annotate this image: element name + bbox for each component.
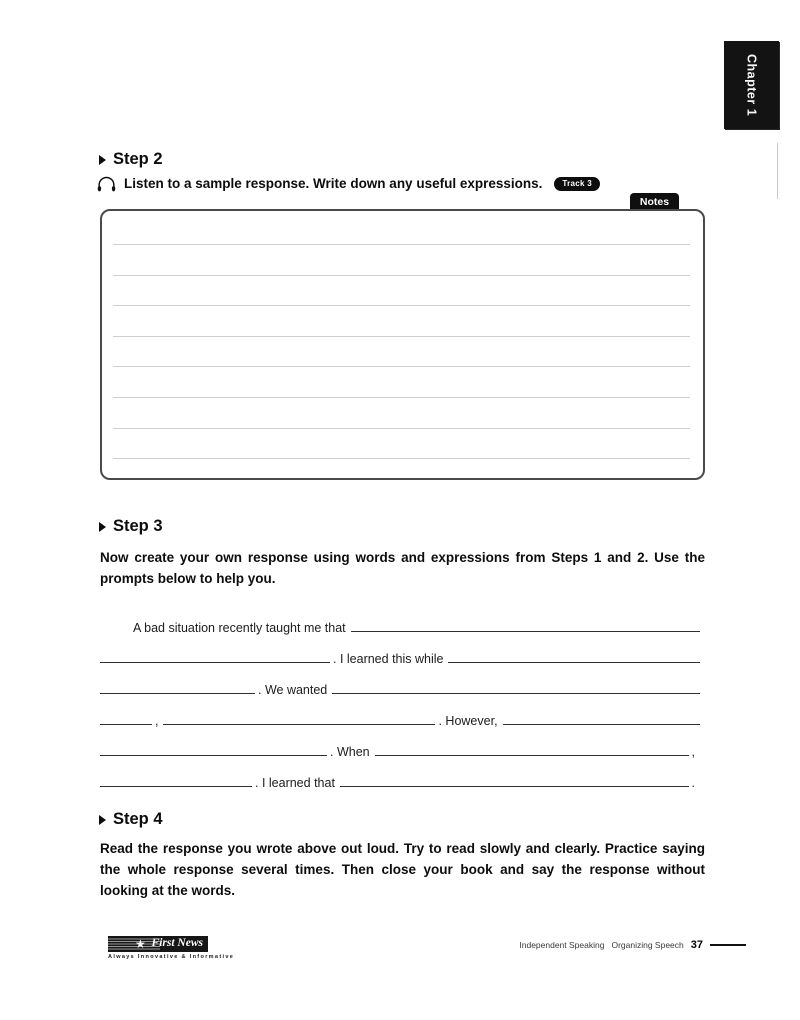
step-arrow-icon <box>99 155 106 165</box>
prompt-blank <box>503 724 700 725</box>
notes-ruled-line <box>113 366 690 367</box>
step-arrow-icon <box>99 522 106 532</box>
page-footer <box>519 939 746 951</box>
notes-ruled-line <box>113 458 690 459</box>
publisher-name: First News <box>151 937 203 949</box>
chapter-tab-label: Chapter 1 <box>744 53 759 117</box>
prompt-blank <box>351 631 700 632</box>
footer-rule <box>710 944 746 946</box>
prompt-blank <box>163 724 435 725</box>
prompt-blank <box>100 693 255 694</box>
prompt-blank <box>100 755 327 756</box>
prompt-blank <box>100 662 330 663</box>
step2-instruction: Listen to a sample response. Write down any useful expressions. <box>124 176 543 191</box>
step3-instruction: Now create your own response using words and expressions from Steps 1 and 2. Use the prompts below to help you. <box>100 550 705 586</box>
prompt-blank <box>375 755 689 756</box>
prompt-line <box>100 635 700 666</box>
step3-heading <box>99 517 163 536</box>
track-badge: Track 3 <box>554 177 600 191</box>
footer-section: Independent Speaking <box>519 940 605 950</box>
prompt-text: . I learned that <box>255 776 335 790</box>
notes-ruled-line <box>113 397 690 398</box>
step2-heading <box>99 150 163 169</box>
publisher-logo <box>108 936 208 952</box>
notes-tab-label: Notes <box>639 195 670 208</box>
footer-subsection: Organizing Speech <box>611 940 684 950</box>
notes-ruled-line <box>113 275 690 276</box>
notes-ruled-line <box>113 428 690 429</box>
step4-title: Step 4 <box>113 810 163 828</box>
notes-box <box>100 209 705 480</box>
headphones-icon <box>96 174 117 193</box>
prompt-text: , <box>691 745 695 759</box>
prompt-text: A bad situation recently taught me that <box>133 621 346 635</box>
prompt-text: . However, <box>438 714 498 728</box>
notes-tab <box>630 193 679 210</box>
step-arrow-icon <box>99 815 106 825</box>
star-icon: ★ <box>135 937 146 951</box>
prompt-text: . <box>691 776 695 790</box>
prompt-text: . We wanted <box>258 683 328 697</box>
page-number: 37 <box>690 939 703 951</box>
prompt-text: . When <box>330 745 370 759</box>
step4-instruction: Read the response you wrote above out loud. Try to read slowly and clearly. Practice saying the whole response several times. Then close your book and say the response without looking at the words. <box>100 841 705 898</box>
prompt-blank <box>100 786 252 787</box>
prompt-blank <box>448 662 700 663</box>
publisher-tagline: Always Innovative & Informative <box>108 954 235 960</box>
prompt-blank <box>332 693 700 694</box>
notes-ruled-line <box>113 244 690 245</box>
step2-instruction-row <box>96 174 600 193</box>
notes-ruled-line <box>113 336 690 337</box>
prompt-line <box>100 666 700 697</box>
step3-title: Step 3 <box>113 517 163 535</box>
notes-ruled-line <box>113 305 690 306</box>
prompt-line <box>100 697 700 728</box>
chapter-tab <box>724 41 779 129</box>
prompt-text: . I learned this while <box>333 652 444 666</box>
margin-rule <box>777 143 778 199</box>
step4-heading <box>99 810 163 829</box>
prompt-line <box>100 728 700 759</box>
prompt-line <box>100 604 700 635</box>
prompt-blank <box>100 724 152 725</box>
prompt-text: , <box>155 714 159 728</box>
prompt-line <box>100 759 700 790</box>
prompt-lines <box>100 604 700 790</box>
step2-title: Step 2 <box>113 150 163 168</box>
prompt-blank <box>340 786 689 787</box>
